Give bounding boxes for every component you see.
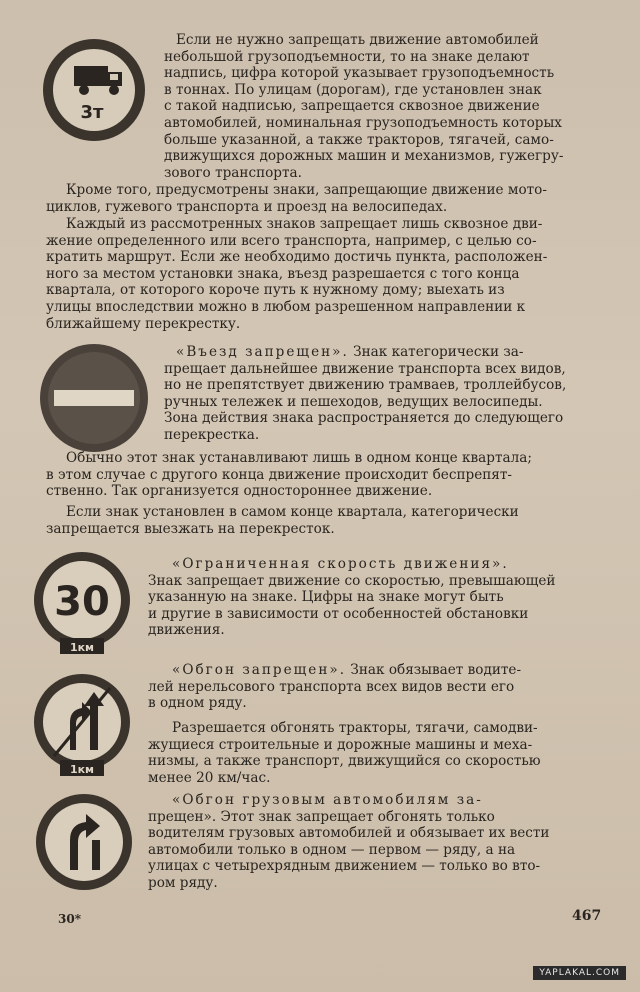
no-overtaking-distance: 1км xyxy=(69,763,95,776)
text-line: Зона действия знака распространяется до следующего xyxy=(164,410,564,427)
text-line: ного за местом установки знака, въезд разрешается с того конца xyxy=(46,265,520,282)
speed-limit-value: 30 xyxy=(54,579,110,625)
text-line: автомобили только в одном — первом — ряду, а на xyxy=(148,841,516,858)
truck-prohibited-sign-icon xyxy=(40,36,148,144)
text-line: ближайшему перекрестку. xyxy=(46,315,241,332)
text-line: кратить маршрут. Если же необходимо достичь пункта, расположен- xyxy=(46,249,548,266)
speed-limit-sign-icon xyxy=(32,548,132,658)
text-line: запрещается выезжать на перекресток. xyxy=(46,520,335,537)
text-line: автомобилей, номинальная грузоподъемность которых xyxy=(164,114,562,131)
text-line: улицы впоследствии можно в любом разрешенном направлении к xyxy=(46,298,526,315)
text-line: зового транспорта. xyxy=(164,164,302,181)
text-line: указанную на знаке. Цифры на знаке могут быть xyxy=(148,589,504,606)
text-line: и другие в зависимости от особенностей обстановки xyxy=(148,605,529,622)
paragraph-no-entry xyxy=(164,344,596,444)
text-line: Знак запрещает движение со скоростью, превышающей xyxy=(148,572,556,589)
text-line xyxy=(164,344,596,361)
text-line: жущиеся строительные и дорожные машины и меха- xyxy=(148,736,533,753)
text-line: надпись, цифра которой указывает грузоподъемность xyxy=(164,65,555,82)
text-line: в одном ряду. xyxy=(148,695,247,712)
text-line: ручных тележек и пешеходов, ведущих велосипеды. xyxy=(164,393,543,410)
printer-signature: 30* xyxy=(58,912,81,926)
text-line: небольшой грузоподъемности, то на знаке делают xyxy=(164,48,530,65)
paragraph-through-traffic xyxy=(46,216,594,332)
no-entry-title: «Въезд запрещен». xyxy=(176,344,349,360)
text-line: циклов, гужевого транспорта и проезд на велосипедах. xyxy=(46,198,448,215)
text-line: жение определенного или всего транспорта, например, с целью со- xyxy=(46,232,537,249)
text-line-tail: Знак обязывает водите- xyxy=(346,662,522,678)
text-line: улицах с четырехрядным движением — только во вто- xyxy=(148,858,541,875)
speed-limit-distance: 1км xyxy=(69,641,95,654)
paragraph-one-way xyxy=(46,450,598,500)
text-line: Кроме того, предусмотрены знаки, запрещающие движение мото- xyxy=(66,182,547,198)
text-line: прещен». Этот знак запрещает обгонять только xyxy=(148,808,495,825)
text-line: менее 20 км/час. xyxy=(148,769,271,786)
paragraph-tonnage xyxy=(164,32,584,181)
text-line: больше указанной, а также тракторов, тягачей, само- xyxy=(164,131,554,148)
speed-limit-title: «Ограниченная скорость движения». xyxy=(172,556,509,572)
no-overtaking-sign-icon xyxy=(32,670,132,780)
text-line: в этом случае с другого конца движение происходит беспрепят- xyxy=(46,466,512,483)
text-line: лей нерельсового транспорта всех видов вести его xyxy=(148,678,515,695)
text-line: движения. xyxy=(148,622,225,639)
no-entry-sign-icon xyxy=(38,342,150,454)
truck-tonnage-label: 3т xyxy=(80,102,104,123)
no-truck-overtaking-title: «Обгон грузовым автомобилям за- xyxy=(172,792,483,808)
text-line: но не препятствует движению трамваев, троллейбусов, xyxy=(164,377,567,394)
paragraph-motorcycles xyxy=(46,182,594,215)
paragraph-intersection xyxy=(46,504,598,537)
text-line: ственно. Так организуется одностороннее движение. xyxy=(46,483,433,500)
text-line: движущихся дорожных машин и механизмов, гужегру- xyxy=(164,148,564,165)
text-line: водителям грузовых автомобилей и обязывает их вести xyxy=(148,825,550,842)
site-watermark: YAPLAKAL.COM xyxy=(533,966,626,980)
text-line: ром ряду. xyxy=(148,874,218,891)
text-line: с такой надписью, запрещается сквозное движение xyxy=(164,98,540,115)
text-line: Разрешается обгонять тракторы, тягачи, самодви- xyxy=(172,720,538,736)
text-line: Обычно этот знак устанавливают лишь в одном конце квартала; xyxy=(66,450,532,466)
paragraph-no-overtaking xyxy=(148,662,604,712)
no-overtaking-title: «Обгон запрещен». xyxy=(172,662,347,678)
text-line-tail: Знак категорически за- xyxy=(348,344,524,360)
text-line: перекрестка. xyxy=(164,426,260,443)
text-line xyxy=(148,662,604,679)
text-line: в тоннах. По улицам (дорогам), где установлен знак xyxy=(164,81,542,98)
page-number: 467 xyxy=(572,908,602,924)
paragraph-overtaking-allowed xyxy=(148,720,604,786)
text-line: низмы, а также транспорт, движущийся со скоростью xyxy=(148,753,541,770)
paragraph-speed-limit xyxy=(148,556,604,639)
text-line: прещает дальнейшее движение транспорта всех видов, xyxy=(164,360,566,377)
no-truck-overtaking-sign-icon xyxy=(34,792,134,892)
text-line: Каждый из рассмотренных знаков запрещает лишь сквозное дви- xyxy=(66,216,543,232)
text-line: Если знак установлен в самом конце квартала, категорически xyxy=(66,504,519,520)
text-line: Если не нужно запрещать движение автомобилей xyxy=(176,32,539,48)
text-line: квартала, от которого короче путь к нужному дому; выехать из xyxy=(46,282,505,299)
paragraph-no-truck-overtaking xyxy=(148,792,604,892)
